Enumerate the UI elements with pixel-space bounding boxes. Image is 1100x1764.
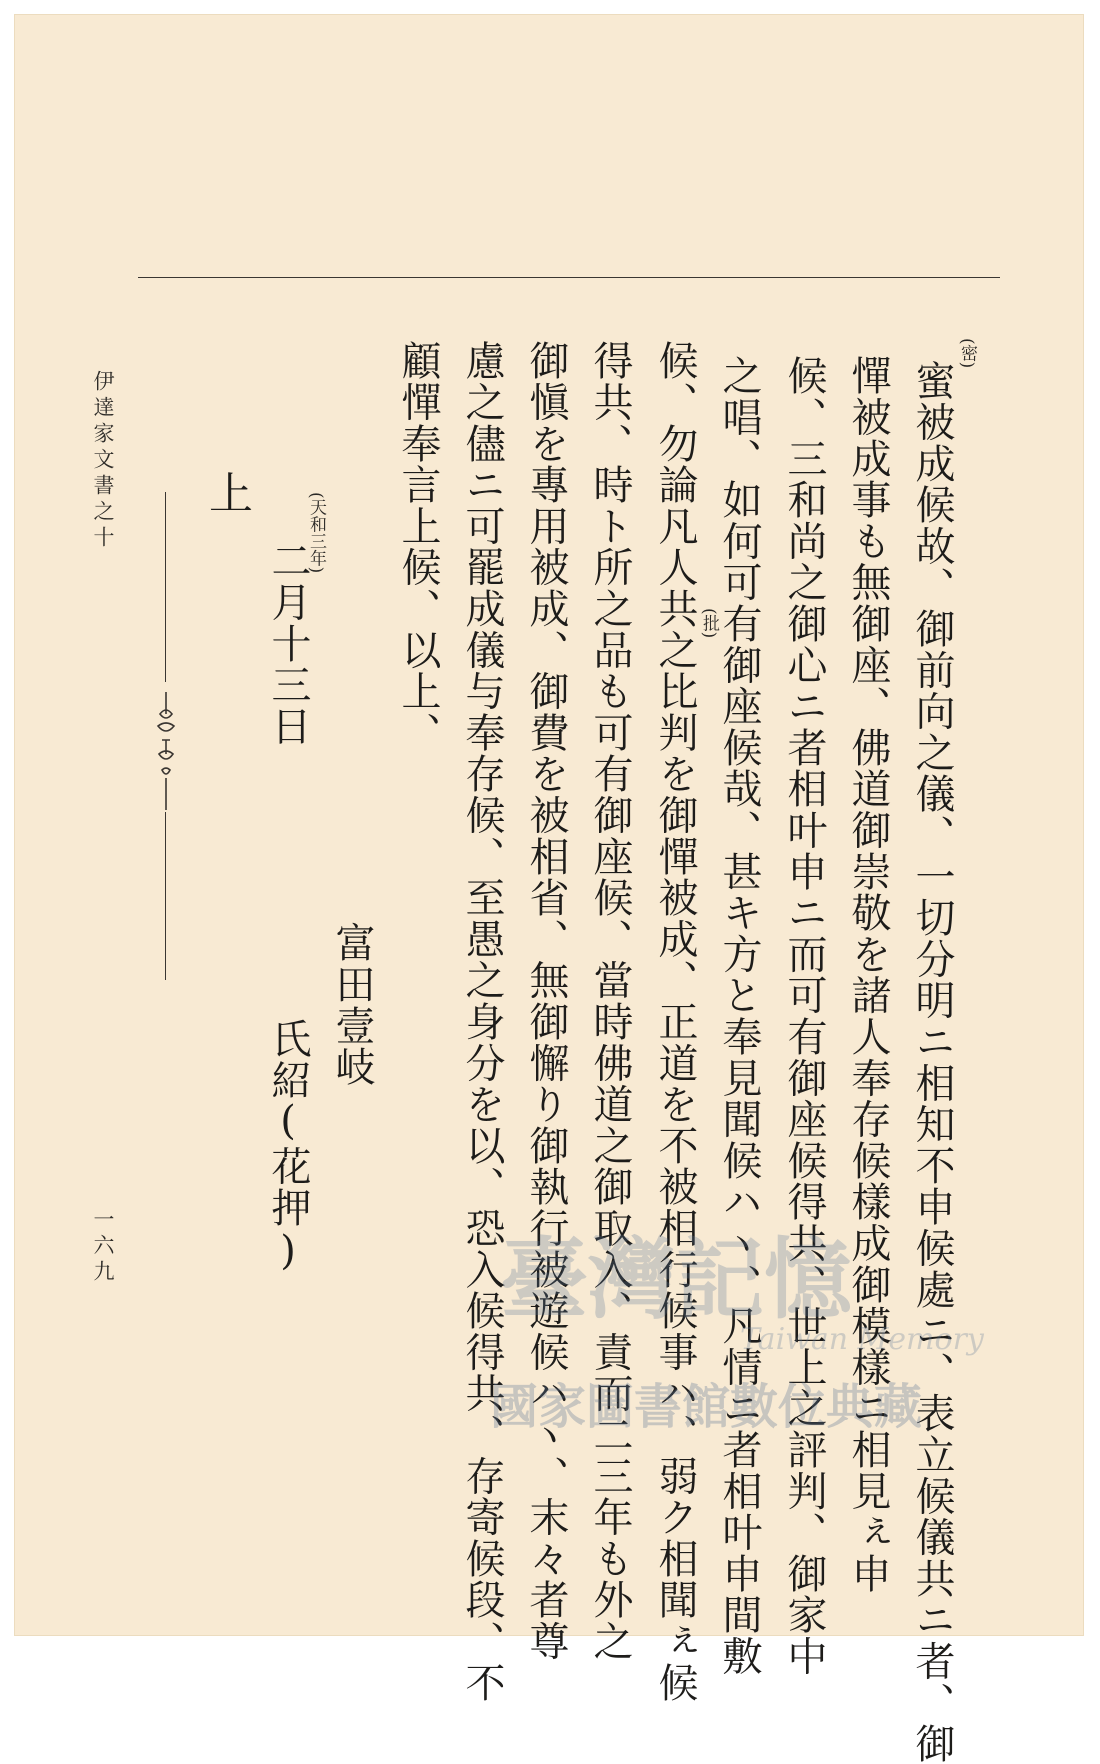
watermark-brush-text: 臺灣記憶 xyxy=(500,1227,853,1331)
letter-date: 二月十三日 xyxy=(265,540,311,747)
watermark-library-name: 國家圖書館數位典藏 xyxy=(490,1379,923,1435)
margin-rule-upper xyxy=(165,492,166,682)
watermark-english: Taiwan Memory xyxy=(740,1322,984,1357)
running-head: 伊達家文書之十 xyxy=(91,370,115,552)
text-column-3: 候、三和尚之御心ニ者相叶申ニ而可有御座候得共、世上之評判、御家中 xyxy=(781,355,827,1677)
note-hi: (批) xyxy=(699,608,719,639)
era-note: (天和三年) xyxy=(306,492,326,574)
ornament-icon xyxy=(152,692,180,810)
text-column-9: 顧憚奉言上候、以上、 xyxy=(395,340,441,753)
text-column-1: 蜜被成候故、御前向之儀、一切分明ニ相知不申候處ニ、表立候儀共ニ者、御 xyxy=(909,360,955,1764)
margin-rule-lower xyxy=(165,812,166,980)
top-rule xyxy=(138,277,1000,278)
text-column-5: 候、勿論凡人共之比判を御憚被成、正道を不被相行候事ハ、弱ク相聞ぇ候 xyxy=(652,340,698,1703)
sender-given-name: 氏紹 xyxy=(265,1018,311,1101)
sender-name: 富田壹岐 xyxy=(329,922,375,1088)
text-column-2: 憚被成事も無御座、佛道御崇敬を諸人奉存候樣成御模樣ニ相見ぇ申 xyxy=(845,355,891,1594)
text-column-6: 得共、時ト所之品も可有御座候、當時佛道之御取入、責而二三年も外之 xyxy=(587,340,633,1662)
text-column-4: 之唱、如何可有御座候哉、甚キ方と奉見聞候ハヽ、凡情ニ者相叶申間敷 xyxy=(716,355,762,1677)
text-column-7: 御愼を專用被成、御費を被相省、無御懈り御執行被遊候ハヽ、末々者尊 xyxy=(523,340,569,1662)
note-mitsu: (密) xyxy=(957,338,977,369)
kao-seal: (花押) xyxy=(265,1098,311,1276)
text-column-8: 慮之儘ニ可罷成儀与奉存候、至愚之身分を以、恐入候得共、存寄候段、不 xyxy=(459,340,505,1703)
addressee: 上 xyxy=(201,470,252,516)
page-number: 一六九 xyxy=(91,1208,115,1286)
